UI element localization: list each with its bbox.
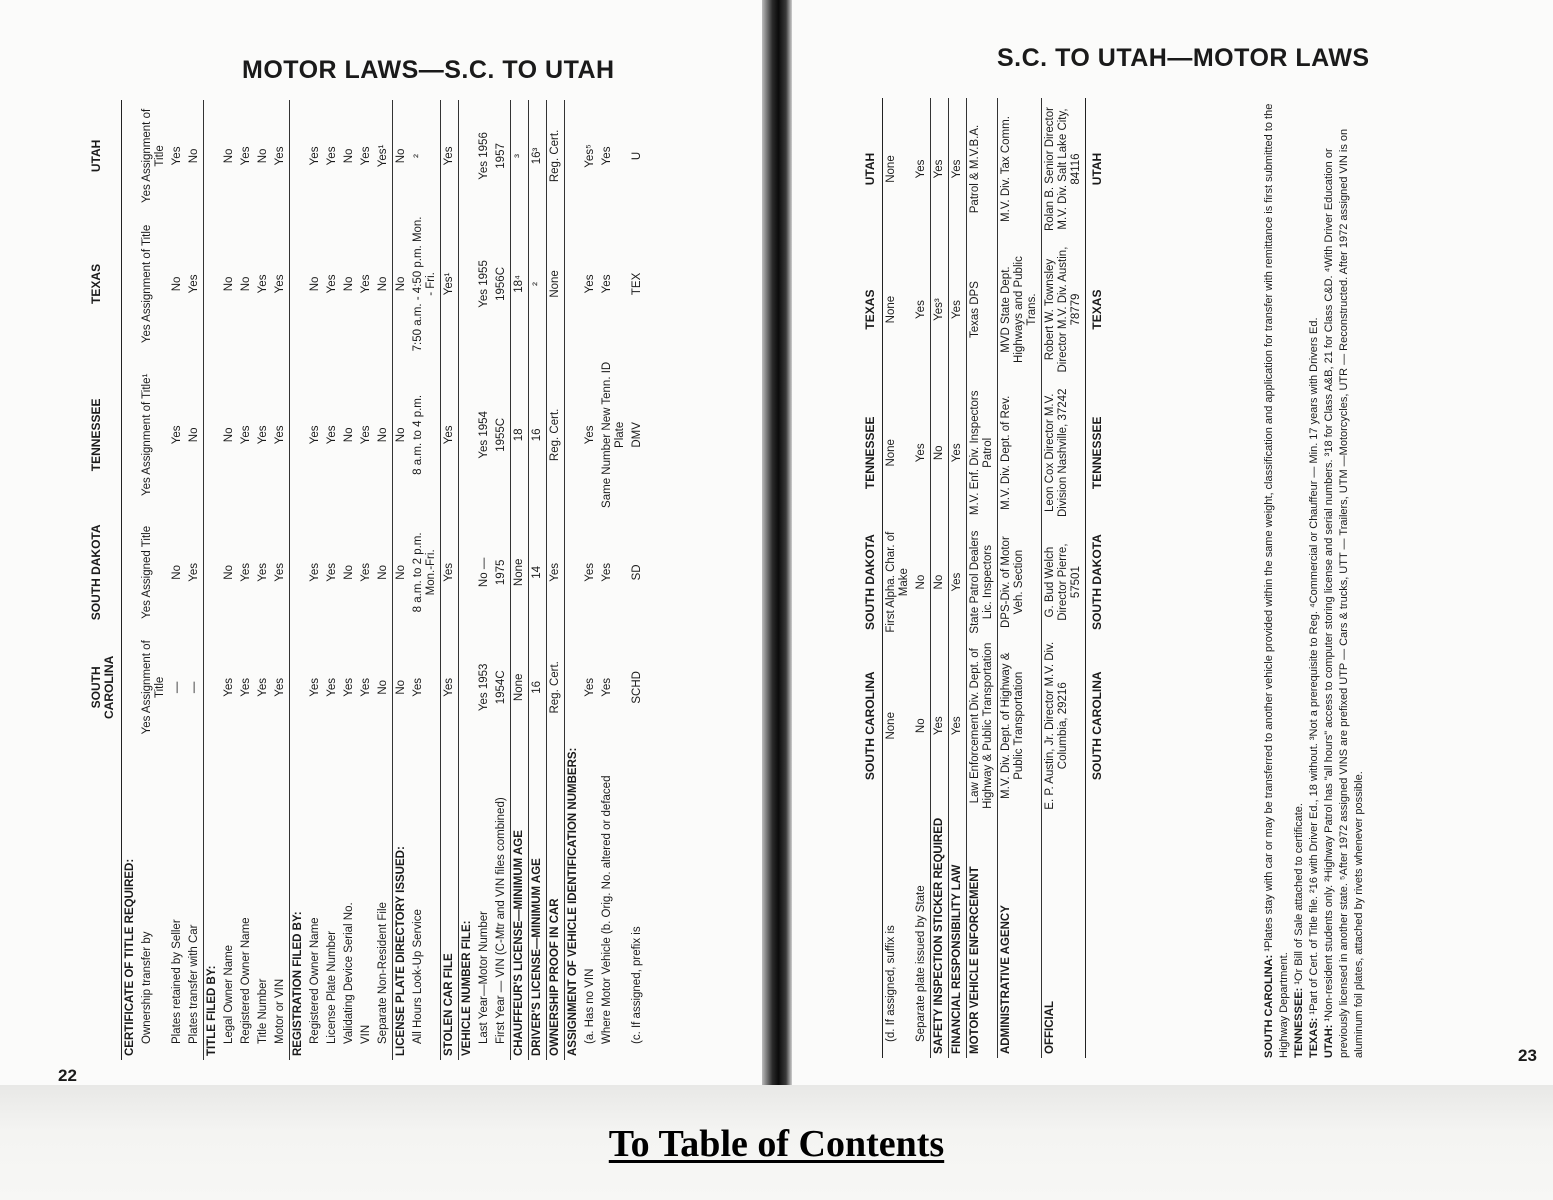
table-cell: Yes [360, 274, 372, 294]
table-cell [122, 100, 140, 212]
table-cell [290, 356, 308, 514]
table-cell: Yes [240, 146, 252, 166]
row-label: Plates retained by Seller [171, 919, 183, 1044]
table-cell: No [223, 276, 235, 292]
table-cell: No [393, 212, 411, 356]
footnote [1262, 98, 1292, 1058]
row-label: Plates transfer with Car [188, 924, 200, 1044]
table-cell: Yes [309, 562, 321, 582]
table-cell: Yes [949, 240, 967, 379]
table-cell: Yes [949, 379, 967, 526]
table-cell: No [377, 565, 389, 580]
table-row [949, 98, 967, 1058]
table-cell: Yes [601, 274, 613, 294]
table-row [998, 98, 1042, 1058]
table-cell: Yes [274, 677, 286, 697]
table-cell: DPS-Div. of Motor Veh. Section [998, 527, 1042, 638]
table-cell: ³ [511, 100, 529, 212]
column-header: UTAH [88, 100, 122, 212]
table-cell: Yes [441, 514, 459, 631]
table-cell: MVD State Dept. Highways and Public Trans. [998, 240, 1042, 379]
table-cell: Yes [441, 631, 459, 744]
table-row [931, 98, 949, 1058]
table-cell: 7:50 a.m. - 4:50 p.m. Mon. - Fri. [412, 216, 437, 352]
table-cell: 8 a.m. to 2 p.m. Mon.-Fri. [412, 532, 437, 613]
table-row [582, 100, 599, 1060]
table-row [547, 100, 565, 1060]
footnote [1292, 98, 1307, 1058]
row-label: ASSIGNMENT OF VEHICLE IDENTIFICATION NUMBERS: [565, 744, 583, 1060]
table-row [221, 100, 238, 1060]
row-label: TITLE FILED BY: [204, 744, 222, 1060]
table-row [139, 100, 169, 1060]
table-cell: No [931, 379, 949, 526]
table-cell: Yes [171, 425, 183, 445]
table-cell: Yes [326, 562, 338, 582]
footnote-label: TEXAS: [1308, 1017, 1320, 1058]
table-cell: No [393, 356, 411, 514]
table-cell: Yes Assignment of Title¹ [141, 373, 153, 497]
footnote-text: ¹Plates stay with car or may be transferred to another vehicle provided within the same weight, classification and application for transfer with remittance is first submitted to the Highway Department. [1263, 103, 1290, 1058]
right-rotated-table-container [862, 98, 1109, 1058]
table-cell: Yes [915, 300, 927, 319]
table-cell: No [343, 276, 355, 292]
table-cell: Yes [257, 677, 269, 697]
table-of-contents-link[interactable]: To Table of Contents [608, 1123, 945, 1165]
table-row [324, 100, 341, 1060]
table-cell [290, 100, 308, 212]
table-cell: No [309, 276, 321, 292]
table-row [122, 100, 140, 1060]
table-cell: No [393, 631, 411, 744]
footnote [1322, 98, 1367, 1058]
table-cell: 1954C [495, 670, 507, 705]
column-header: TEXAS [88, 212, 122, 356]
row-label: Title Number [257, 978, 269, 1044]
table-cell: Yes [274, 274, 286, 294]
table-cell: 16 [529, 631, 547, 744]
table-cell: Yes 1955 [478, 260, 490, 308]
table-cell: SD [631, 564, 643, 581]
row-label: REGISTRATION FILED BY: [290, 744, 308, 1060]
row-label: CHAUFFEUR'S LICENSE—MINIMUM AGE [511, 744, 529, 1060]
table-cell: G. Bud Welch Director Pierre, 57501 [1042, 527, 1086, 638]
column-header: SOUTH DAKOTA [862, 527, 883, 638]
table-cell: Yes [915, 443, 927, 463]
row-label: STOLEN CAR FILE [441, 744, 459, 1060]
table-cell: Yes Assigned Title [141, 525, 153, 619]
table-cell: Texas DPS [967, 240, 998, 379]
book-spine [762, 0, 792, 1085]
table-cell: Yes [584, 677, 596, 697]
table-cell: 1957 [495, 143, 507, 169]
row-label: MOTOR VEHICLE ENFORCEMENT [967, 814, 998, 1058]
table-cell: No [171, 565, 183, 580]
table-cell: Yes 1956 [478, 132, 490, 180]
table-cell: Yes [257, 274, 269, 294]
row-label: (a. Has no VIN [584, 968, 596, 1044]
table-cell: No [188, 427, 200, 443]
table-cell: E. P. Austin, Jr. Director M.V. Div. Columbia, 29216 [1042, 638, 1086, 814]
table-row [204, 100, 222, 1060]
table-cell: No [377, 276, 389, 292]
table-cell [204, 514, 222, 631]
column-header: SOUTH CAROLINA [862, 638, 883, 814]
row-label: License Plate Number [326, 930, 338, 1044]
table-cell: Yes [949, 527, 967, 638]
table-cell: 14 [529, 514, 547, 631]
table-cell: Yes [412, 677, 424, 697]
column-footer: SOUTH DAKOTA [1086, 527, 1110, 638]
column-footer: UTAH [1086, 98, 1110, 240]
table-cell: Yes [949, 98, 967, 240]
table-cell [459, 212, 477, 356]
table-cell: 18 [511, 356, 529, 514]
table-cell: TEX [631, 272, 643, 296]
table-cell: Yes [240, 562, 252, 582]
row-label: First Year — VIN (C-Mtr and VIN files combined) [495, 797, 507, 1044]
table-cell: Yes [309, 425, 321, 445]
row-label: Where Motor Vehicle (b. Orig. No. altered or defaced [601, 775, 613, 1044]
table-cell: ² [412, 154, 424, 158]
table-cell: None [885, 439, 897, 467]
row-label: SAFETY INSPECTION STICKER REQUIRED [931, 814, 949, 1058]
footnote-label: TENNESSEE: [1293, 987, 1305, 1058]
row-label: Last Year—Motor Number [478, 911, 490, 1044]
table-cell: Yes [240, 677, 252, 697]
table-row [238, 100, 255, 1060]
table-cell: Reg. Cert. [547, 356, 565, 514]
table-row [307, 100, 324, 1060]
table-cell: Robert W. Townsley Director M.V. Div. Austin, 78779 [1042, 240, 1086, 379]
column-header: TENNESSEE [88, 356, 122, 514]
table-cell [565, 631, 583, 744]
right-motor-laws-table [862, 98, 1109, 1058]
table-cell: Yes [326, 677, 338, 697]
footnote [1307, 98, 1322, 1058]
column-footer: SOUTH CAROLINA [1086, 638, 1110, 814]
table-cell [290, 212, 308, 356]
table-cell: 16³ [529, 100, 547, 212]
table-cell: Reg. Cert. [547, 100, 565, 212]
table-cell: Yes [257, 425, 269, 445]
table-cell: Yes [601, 562, 613, 582]
table-cell: Yes [188, 562, 200, 582]
table-cell: Leon Cox Director M.V. Division Nashville, 37242 [1042, 379, 1086, 526]
table-cell: ² [529, 212, 547, 356]
row-label: (c. If assigned, prefix is [631, 926, 643, 1044]
table-cell: None [511, 631, 529, 744]
table-row [441, 100, 459, 1060]
table-cell: Yes [223, 677, 235, 697]
table-cell [204, 631, 222, 744]
table-cell [459, 514, 477, 631]
table-cell: Yes Assignment of Title [141, 640, 166, 735]
left-rotated-table-container [88, 100, 646, 1060]
table-cell: Yes [326, 425, 338, 445]
table-cell: No [240, 276, 252, 292]
left-page-number: 22 [58, 1066, 77, 1085]
table-cell: Yes [601, 677, 613, 697]
table-cell: No [171, 276, 183, 292]
table-cell: M.V. Enf. Div. Inspectors Patrol [967, 379, 998, 526]
table-cell: No [931, 527, 949, 638]
footnotes [1262, 98, 1367, 1058]
row-label: VEHICLE NUMBER FILE: [459, 744, 477, 1060]
row-label: (d. If assigned, suffix is [885, 925, 897, 1042]
table-cell [290, 514, 308, 631]
table-row [476, 100, 493, 1060]
table-row [272, 100, 290, 1060]
table-cell: Yes [441, 356, 459, 514]
table-cell: Yes [240, 425, 252, 445]
right-page-title: S.C. TO UTAH—MOTOR LAWS [997, 44, 1370, 72]
column-header: TEXAS [862, 240, 883, 379]
table-cell: Yes [601, 146, 613, 166]
right-page-number: 23 [1518, 1046, 1537, 1065]
table-cell: Yes¹ [377, 144, 389, 168]
column-header: SOUTH CAROLINA [88, 631, 122, 744]
footnote-label: SOUTH CAROLINA: [1263, 954, 1275, 1058]
table-cell: 16 [529, 356, 547, 514]
table-cell: No — [478, 557, 490, 588]
right-table-header [862, 98, 883, 1058]
table-cell [459, 631, 477, 744]
row-label: Separate Non-Resident File [377, 902, 389, 1044]
row-label: Motor or VIN [274, 978, 286, 1044]
table-cell: U [631, 151, 643, 161]
table-cell: Yes [949, 638, 967, 814]
table-cell: No [377, 427, 389, 443]
row-label: All Hours Look-Up Service [412, 909, 424, 1044]
table-cell: 8 a.m. to 4 p.m. [412, 394, 424, 475]
column-footer: TENNESSEE [1086, 379, 1110, 526]
table-row [375, 100, 393, 1060]
table-cell [565, 514, 583, 631]
table-row [511, 100, 529, 1060]
table-cell: Yes [584, 562, 596, 582]
table-cell: Yes [931, 98, 949, 240]
table-cell: DMV [631, 422, 643, 448]
table-cell: Yes [274, 146, 286, 166]
table-cell: No [188, 148, 200, 164]
row-label: Legal Owner Name [223, 944, 235, 1044]
row-label: Separate plate issued by State [915, 885, 927, 1042]
table-row [967, 98, 998, 1058]
row-label: OWNERSHIP PROOF IN CAR [547, 744, 565, 1060]
table-row [393, 100, 411, 1060]
table-cell: No [343, 148, 355, 164]
table-cell: Yes 1953 [478, 663, 490, 712]
table-cell: Yes¹ [441, 212, 459, 356]
table-cell: Yes [360, 425, 372, 445]
table-cell: 1956C [495, 266, 507, 301]
table-cell [204, 212, 222, 356]
table-cell: Yes⁵ [584, 144, 596, 168]
row-label: Validating Device Serial No. [343, 902, 355, 1044]
table-cell [122, 356, 140, 514]
table-cell: Yes [309, 146, 321, 166]
table-row [459, 100, 477, 1060]
table-cell: Yes [441, 100, 459, 212]
column-footer: TEXAS [1086, 240, 1110, 379]
table-row [529, 100, 547, 1060]
footnote-label: UTAH: [1323, 1024, 1335, 1058]
table-cell: Yes [360, 677, 372, 697]
table-cell: Yes [343, 677, 355, 697]
table-cell [122, 631, 140, 744]
table-cell [565, 212, 583, 356]
table-cell: None [885, 295, 897, 324]
table-cell: No [343, 565, 355, 580]
row-label: LICENSE PLATE DIRECTORY ISSUED: [393, 744, 411, 1060]
row-label: Registered Owner Name [240, 917, 252, 1044]
table-cell: Yes [547, 514, 565, 631]
row-label: Registered Owner Name [309, 917, 321, 1044]
table-cell [565, 100, 583, 212]
table-cell: No [223, 565, 235, 580]
row-label: CERTIFICATE OF TITLE REQUIRED: [122, 744, 140, 1060]
table-cell [290, 631, 308, 744]
table-cell: Yes [326, 274, 338, 294]
table-cell: Yes [584, 274, 596, 294]
table-cell: Yes [584, 425, 596, 445]
table-row [169, 100, 186, 1060]
table-cell: No [223, 427, 235, 443]
row-label: ADMINISTRATIVE AGENCY [998, 814, 1042, 1058]
table-cell: Yes [326, 146, 338, 166]
table-cell: No [257, 148, 269, 164]
column-header: UTAH [862, 98, 883, 240]
row-label: VIN [360, 1024, 372, 1044]
table-cell: Yes Assignment of Title [141, 108, 166, 204]
table-cell: Law Enforcement Div. Dept. of Highway & Public Transportation [967, 638, 998, 814]
table-cell: 1975 [495, 559, 507, 586]
table-cell [204, 100, 222, 212]
left-page [0, 0, 772, 1085]
table-row [290, 100, 308, 1060]
table-cell: 18⁴ [511, 212, 529, 356]
table-cell: SCHD [631, 671, 643, 704]
table-cell: No [223, 148, 235, 164]
table-row [913, 98, 931, 1058]
row-label: OFFICIAL [1042, 814, 1086, 1058]
table-row [629, 100, 646, 1060]
table-cell: Yes Assignment of Title [141, 224, 153, 344]
left-motor-laws-table [88, 100, 646, 1060]
right-page [792, 0, 1553, 1085]
column-header: TENNESSEE [862, 379, 883, 526]
table-cell [122, 514, 140, 631]
table-row [186, 100, 204, 1060]
table-cell: Yes [171, 146, 183, 166]
table-cell: Yes³ [931, 240, 949, 379]
table-cell [565, 356, 583, 514]
left-table-header [88, 100, 122, 1060]
table-cell: First Alpha. Char. of Make [885, 531, 910, 633]
table-cell: — [171, 681, 183, 694]
footnote-text: ¹Non-resident students only. ²Highway Patrol has "all hours" access to computer storing license and serial numbers. ³18 for Class A&B, 21 for Class C&D. ⁴With Driver Education or previously licensed in another state. ⁵After 1972 assigned VINS are prefixed UTP — Cars & trucks, UTT — Trailers, UTM —Motorcycles, UTR — Reconstructed. After 1972 assigned VIN is on aluminum foil plates, attached by rivets whenever possible. [1323, 128, 1365, 1058]
table-cell: Yes [257, 562, 269, 582]
table-cell: Yes [188, 274, 200, 294]
table-cell [204, 356, 222, 514]
table-cell: No [915, 718, 927, 734]
table-cell: State Patrol Dealers Lic. Inspectors [967, 527, 998, 638]
table-row [255, 100, 272, 1060]
table-cell: M.V. Div. Tax Comm. [998, 98, 1042, 240]
table-cell: Yes [360, 146, 372, 166]
table-row [493, 100, 511, 1060]
table-row [341, 100, 358, 1060]
table-cell: Yes [309, 677, 321, 697]
table-cell: None [511, 514, 529, 631]
table-cell: Reg. Cert. [547, 631, 565, 744]
table-cell: Yes [915, 159, 927, 179]
row-label: DRIVER'S LICENSE—MINIMUM AGE [529, 744, 547, 1060]
right-table-footer [1086, 98, 1110, 1058]
table-row [410, 100, 441, 1060]
table-cell: 1955C [495, 417, 507, 452]
table-cell: No [393, 514, 411, 631]
table-cell: Yes [274, 562, 286, 582]
table-cell: No [393, 100, 411, 212]
table-cell: M.V. Div. Dept. of Highway & Public Transportation [998, 638, 1042, 814]
table-cell [459, 356, 477, 514]
table-row [1042, 98, 1086, 1058]
table-cell [122, 212, 140, 356]
table-cell: Yes [931, 638, 949, 814]
table-cell: Yes [274, 425, 286, 445]
row-label: FINANCIAL RESPONSIBILITY LAW [949, 814, 967, 1058]
table-cell: Patrol & M.V.B.A. [967, 98, 998, 240]
table-cell: Same Number New Tenn. ID Plate [601, 361, 626, 508]
table-cell: None [885, 712, 897, 740]
table-cell: Yes [360, 562, 372, 582]
table-cell: No [915, 574, 927, 590]
footnote-text: ¹Or Bill of Sale attached to certificate. [1293, 803, 1305, 988]
table-cell: M.V. Div. Dept. of Rev. [998, 379, 1042, 526]
table-cell: None [547, 212, 565, 356]
column-header: SOUTH DAKOTA [88, 514, 122, 631]
table-row [565, 100, 583, 1060]
row-label: Ownership transfer by [141, 931, 153, 1044]
footnote-text: ¹Part of Cert. of Title file. ²16 with Driver Ed., 18 without. ³Not a prerequisite to Reg. ⁴Commercial or Chauffeur — Min. 17 years with Drivers Ed. [1308, 317, 1320, 1018]
table-row [358, 100, 375, 1060]
table-cell: Rolan B. Senior Director M.V. Div. Salt Lake City, 84116 [1042, 98, 1086, 240]
table-cell: — [188, 681, 200, 694]
table-row [883, 98, 914, 1058]
left-page-title: MOTOR LAWS—S.C. TO UTAH [242, 56, 615, 84]
table-cell: Yes 1954 [478, 411, 490, 459]
table-cell: No [377, 679, 389, 695]
table-cell: None [885, 155, 897, 183]
table-cell [459, 100, 477, 212]
table-cell: No [343, 427, 355, 443]
table-row [599, 100, 629, 1060]
